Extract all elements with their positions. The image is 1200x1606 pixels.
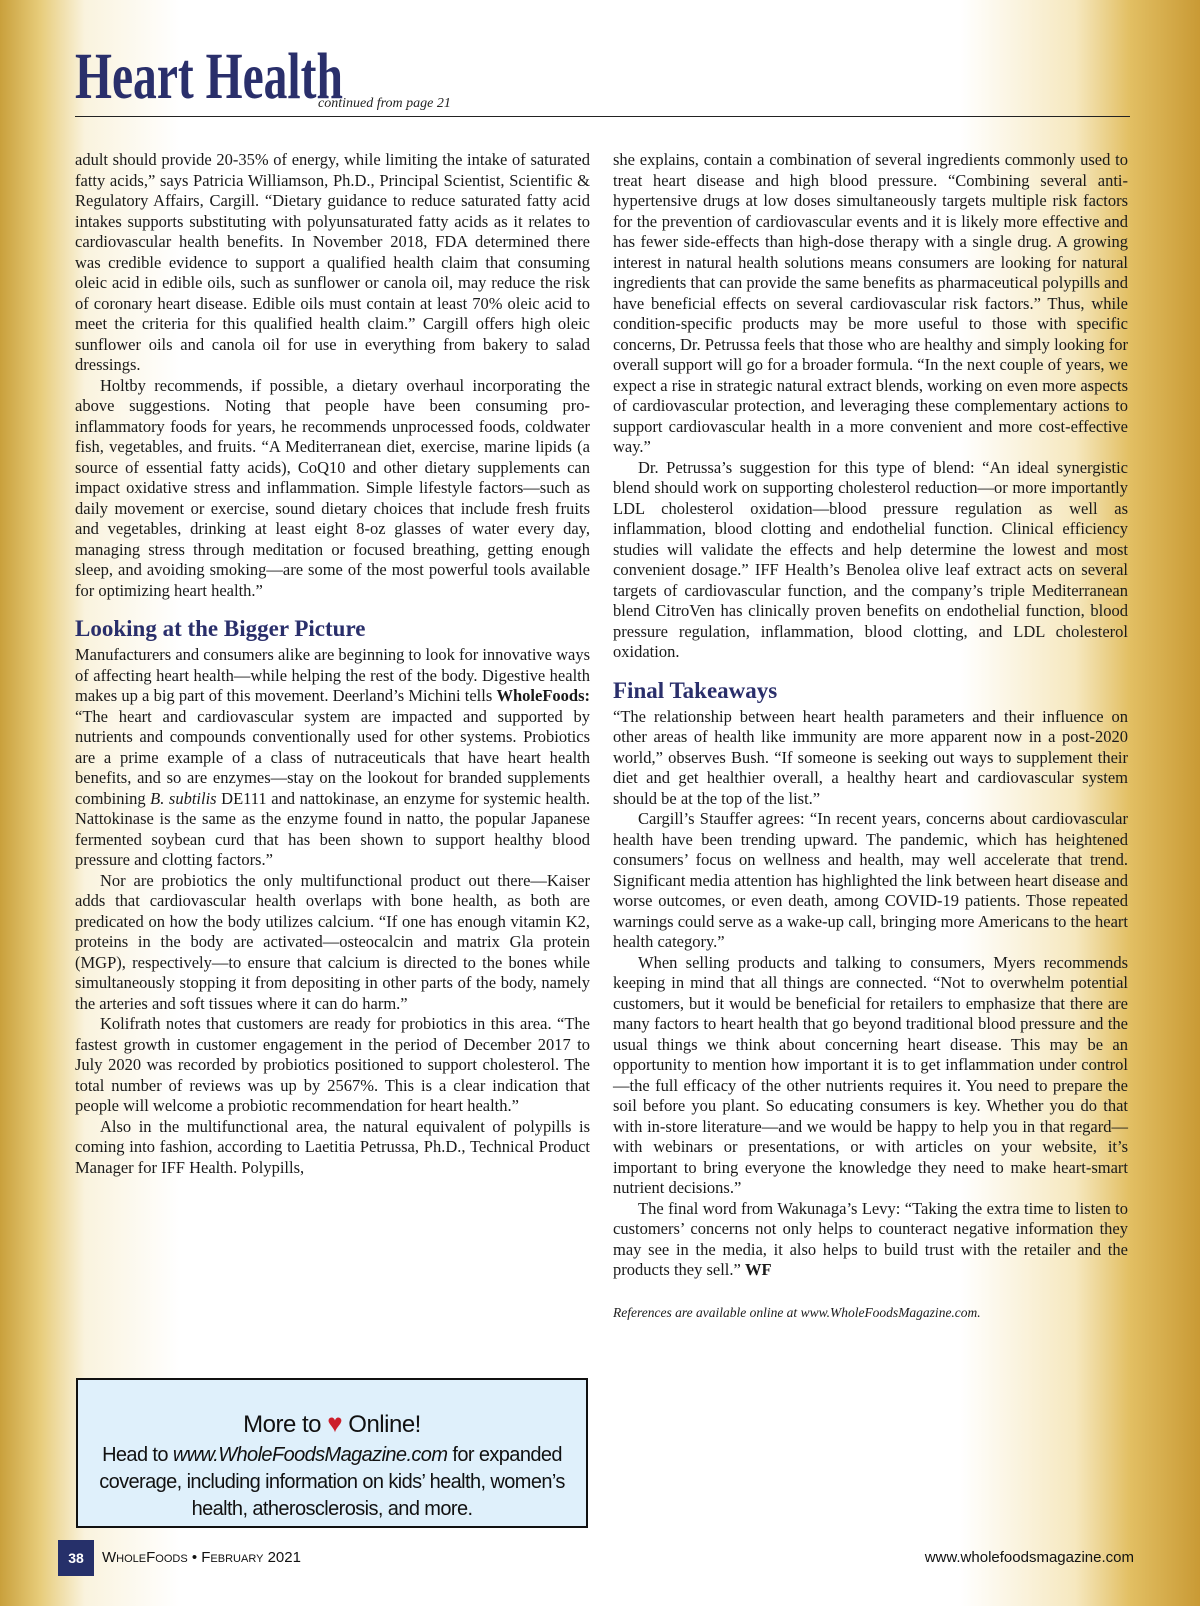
paragraph: adult should provide 20-35% of energy, while limiting the intake of saturated fatty acids,” says Patricia Williamson, Ph.D., Principal Scientist, Scientific & Regulatory Affairs, Cargill. “Dietary guidance to reduce saturated fatty acid intakes supports substituting with polyunsaturated fatty acids as it relates to cardiovascular health benefits. In November 2018, FDA determined there was credible evidence to support a qualified health claim that consuming oleic acid in edible oils, such as sunflower or canola oil, may reduce the risk of coronary heart disease. Edible oils must contain at least 70% oleic acid to meet the criteria for this qualified health claim.” Cargill offers high oleic sunflower oils and canola oil for use in everything from bakery to salad dressings. [75, 150, 590, 374]
references-note: References are available online at www.WholeFoodsMagazine.com. [613, 1304, 981, 1320]
paragraph: When selling products and talking to consumers, Myers recommends keeping in mind that all things are connected. “Not to overwhelm potential customers, but it would be beneficial for retailers to emphasize that there are many factors to heart health that go beyond traditional blood pressure and the usual things we think about concerning heart disease. This may be an opportunity to mention how important it is to get inflammation under control—the full efficacy of the other nutrients requires it. You need to prepare the soil before you plant. So educating consumers is key. Whether you do that with in-store literature—and we would be happy to help you in that regard—with webinars or presentations, or with articles on your website, it’s important to bring everyone the knowledge they need to make heart-smart nutrient decisions.” [613, 952, 1128, 1197]
section-title: Heart Health [75, 40, 343, 113]
online-promo-box [76, 1378, 588, 1528]
paragraph: Dr. Petrussa’s suggestion for this type of blend: “An ideal synergistic blend should work on supporting cholesterol reduction—or more importantly LDL cholesterol oxidation—blood pressure regulation as well as inflammation, blood clotting and endothelial function. Clinical efficiency studies will validate the effects and help determine the lowest and most convenient dosage.” IFF Health’s Benolea olive leaf extract acts on several targets of cardiovascular function, and the company’s triple Mediterranean blend CitroVen has clinically proven benefits on endothelial function, blood pressure regulation, inflammation, blood clotting, and LDL cholesterol oxidation. [613, 457, 1128, 661]
text-run: DE111 and nattokinase, an enzyme for systemic health. Nattokinase is the same as the enzyme found in natto, the popular Japanese fermented soybean curd that has been shown to support healthy blood pressure and clotting factors.” [75, 788, 590, 869]
paragraph [613, 1199, 1128, 1281]
publication-info [102, 1549, 301, 1566]
promo-text: for expanded coverage, including information on kids’ health, women’s health, atherosclerosis, and more. [99, 1444, 565, 1520]
paragraph: she explains, contain a combination of several ingredients commonly used to treat heart disease and high blood pressure. “Combining several anti-hypertensive drugs at low doses simultaneously targets multiple risk factors for the prevention of cardiovascular events and it is likely more effective and has fewer side-effects than high-dose therapy with a single drug. A growing interest in natural health solutions means consumers are looking for natural ingredients that can provide the same benefits as pharmaceutical polypills and have beneficial effects on several cardiovascular risk factors.” Thus, while condition-specific products may be more useful to those with specific concerns, Dr. Petrussa feels that those who are healthy and simply looking for overall support will go for a broader formula. “In the next couple of years, we expect a rise in strategic natural extract blends, working on even more aspects of cardiovascular protection, and leveraging these complementary actions to support cardiovascular health in a more convenient and more cost-effective way.” [613, 150, 1128, 456]
page-footer [58, 1540, 1134, 1576]
paragraph: Also in the multifunctional area, the natural equivalent of polypills is coming into fashion, according to Laetitia Petrussa, Ph.D., Technical Product Manager for IFF Health. Polypills, [75, 1116, 590, 1177]
page-header [75, 40, 1130, 117]
paragraph [75, 645, 590, 871]
text-run: The final word from Wakunaga’s Levy: “Taking the extra time to listen to customers’ concerns not only helps to counteract negative information they may see in the media, it also helps to build trust with the retailer and the products they sell.” [613, 1198, 1128, 1279]
page-number: 38 [58, 1540, 94, 1576]
paragraph: Holtby recommends, if possible, a dietary overhaul incorporating the above suggestions. Noting that people have been consuming pro-inflammatory foods for years, he recommends unprocessed foods, coldwater fish, vegetables, and fruits. “A Mediterranean diet, exercise, marine lipids (a source of essential fatty acids), CoQ10 and other dietary supplements can impact oxidative stress and inflammation. Simple lifestyle factors—such as daily movement or exercise, sound dietary choices that include fresh fruits and vegetables, drinking at least eight 8-oz glasses of water every day, managing stress through meditation or focused breathing, getting enough sleep, and avoiding smoking—are some of the most powerful tools available for optimizing heart health.” [75, 375, 590, 600]
paragraph: “The relationship between heart health parameters and their influence on other areas of health like immunity are more apparent now in a post-2020 world,” observes Bush. “If someone is seeking out ways to supplement their diet and get healthier overall, a healthy heart and cardiovascular system should be at the top of the list.” [613, 706, 1128, 808]
promo-link[interactable]: www.WholeFoodsMagazine.com [172, 1444, 448, 1466]
website-link[interactable]: www.wholefoodsmagazine.com [924, 1549, 1134, 1566]
paragraph: Kolifrath notes that customers are ready for probiotics in this area. “The fastest growth in customer engagement in the period of December 2017 to July 2020 was recorded by probiotics positioned to support cholesterol. The total number of reviews was up by 2567%. This is a clear indication that people will welcome a probiotic recommendation for heart health.” [75, 1014, 590, 1115]
magazine-name: WholeFoods [102, 1549, 188, 1566]
subheading-final-takeaways: Final Takeaways [613, 677, 778, 703]
separator: • [187, 1549, 202, 1566]
text-run: Manufacturers and consumers alike are beginning to look for innovative ways of affecting heart health—while helping the rest of the body. Digestive health makes up a big part of this movement. Deerland’s Michini tells [75, 645, 591, 705]
paragraph: Nor are probiotics the only multifunctional product out there—Kaiser adds that cardiovascular health overlaps with bone health, as both are predicated on how the body utilizes calcium. “If one has enough vitamin K2, proteins in the body are activated—osteocalcin and matrix Gla protein (MGP), respectively—to ensure that calcium is directed to the bones while simultaneously stopping it from depositing in other parts of the body, namely the arteries and soft tissues where it can do harm.” [75, 870, 590, 1013]
species-name: B. subtilis [150, 788, 217, 808]
promo-text: Head to [102, 1444, 173, 1466]
promo-heading-text: Online! [342, 1411, 421, 1438]
brand-name: WholeFoods: [496, 686, 590, 705]
heart-icon: ♥ [327, 1408, 343, 1438]
article-column-left [75, 150, 590, 1178]
promo-heading-text: More to [243, 1411, 328, 1438]
promo-heading [78, 1408, 586, 1440]
subheading-bigger-picture: Looking at the Bigger Picture [75, 616, 366, 641]
continued-note: continued from page 21 [318, 96, 451, 111]
issue-date: February 2021 [201, 1549, 301, 1566]
end-sign: WF [744, 1260, 772, 1279]
article-column-right [613, 150, 1128, 1323]
paragraph: Cargill’s Stauffer agrees: “In recent years, concerns about cardiovascular health have been trending upward. The pandemic, which has heightened consumers’ focus on wellness and health, may well accelerate that trend. Significant media attention has highlighted the link between heart disease and worse outcomes, or even death, among COVID-19 patients. Those repeated warnings could serve as a wake-up call, bringing more Americans to the heart health category.” [613, 809, 1128, 951]
text-run: “The heart and cardiovascular system are impacted and supported by nutrients and compounds conventionally used for other systems. Probiotics are a prime example of a class of nutraceuticals that have heart health benefits, and so are enzymes—stay on the lookout for branded supplements combining [75, 706, 590, 808]
promo-body [96, 1442, 568, 1523]
